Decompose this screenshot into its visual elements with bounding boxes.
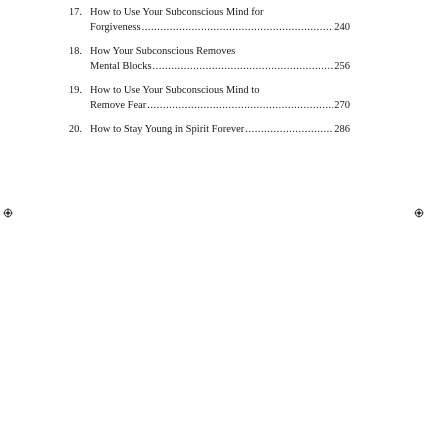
page-number: 270 (334, 100, 350, 111)
toc-entry[interactable] (62, 44, 350, 74)
toc-entry-body (90, 83, 350, 113)
toc-entry-last-line (90, 59, 350, 74)
chapter-title: How to Use Your Subconscious Mind for (90, 7, 264, 18)
page-number: 256 (334, 61, 350, 72)
crosshair-target-icon (3, 208, 13, 218)
chapter-number: 20. (68, 124, 82, 135)
toc-entry-body (90, 5, 350, 35)
chapter-title: How to Use Your Subconscious Mind to (90, 85, 260, 96)
chapter-number: 18. (68, 46, 82, 57)
table-of-contents (62, 5, 350, 146)
crosshair-target-icon (414, 208, 424, 218)
chapter-title-continued: Remove Fear (90, 100, 147, 111)
dot-leader (153, 59, 334, 74)
toc-entry-body (90, 44, 350, 74)
dot-leader (147, 98, 333, 113)
toc-entry[interactable] (62, 122, 350, 137)
page-number: 240 (334, 22, 350, 33)
chapter-title-continued: Forgiveness (90, 22, 141, 33)
toc-entry-last-line (90, 20, 350, 35)
page-number: 286 (334, 124, 350, 135)
dot-leader (142, 20, 334, 35)
toc-entry[interactable] (62, 83, 350, 113)
chapter-number: 19. (68, 85, 82, 96)
dot-leader (245, 122, 333, 137)
chapter-title: How to Stay Young in Spirit Forever (90, 124, 245, 135)
toc-entry-last-line (90, 122, 350, 137)
toc-entry-last-line (90, 98, 350, 113)
toc-entry[interactable] (62, 5, 350, 35)
chapter-number: 17. (68, 7, 82, 18)
chapter-title-continued: Mental Blocks (90, 61, 152, 72)
toc-entry-body (90, 122, 350, 137)
chapter-title: How Your Subconscious Removes (90, 46, 236, 57)
